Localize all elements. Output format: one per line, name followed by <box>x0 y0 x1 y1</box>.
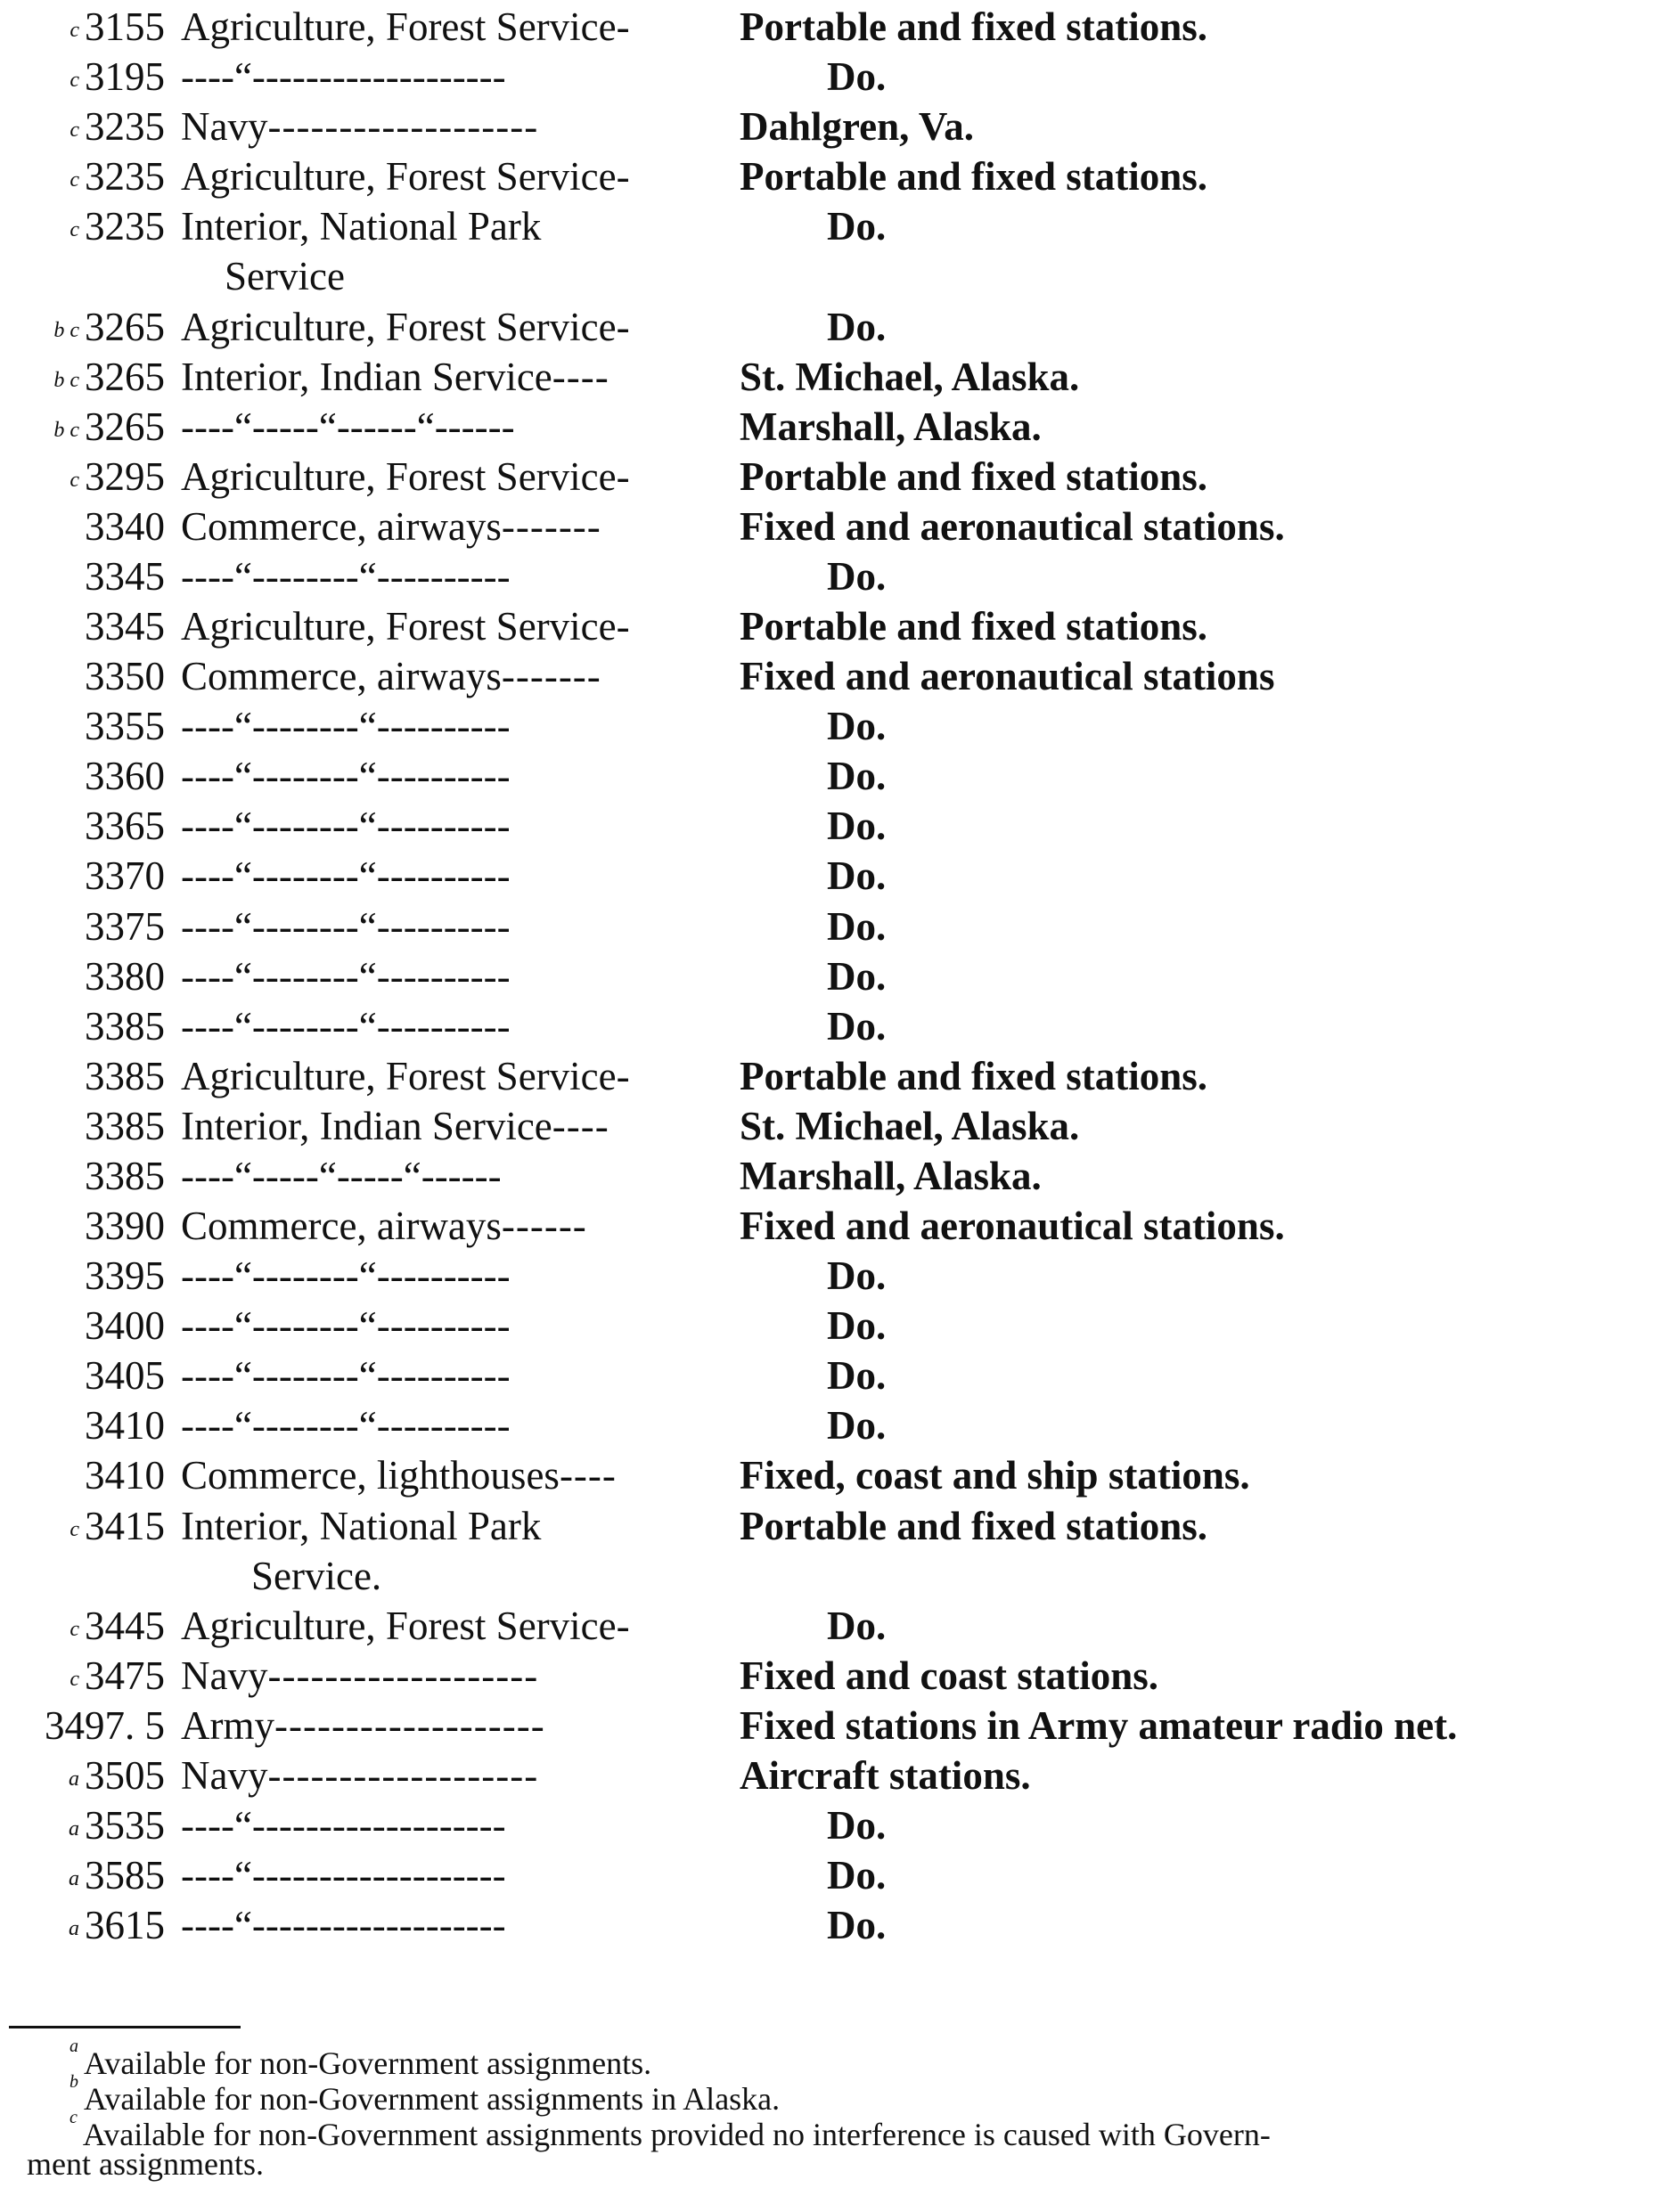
frequency-cell <box>0 1900 165 1950</box>
location-cell: Do. <box>827 304 887 349</box>
agency-name: Agriculture, Forest Service <box>181 1603 617 1648</box>
frequency-cell <box>0 1051 165 1101</box>
frequency-value: 3445 <box>85 1603 165 1648</box>
agency-cell <box>181 151 724 201</box>
footnote-marker: c <box>70 468 79 492</box>
frequency-value: 3235 <box>85 104 165 150</box>
frequency-cell <box>0 452 165 502</box>
agency-name: Agriculture, Forest Service <box>181 304 617 349</box>
agency-name: Agriculture, Forest Service <box>181 1053 617 1098</box>
agency-cell <box>181 1400 724 1450</box>
frequency-cell <box>0 751 165 801</box>
agency-cell <box>181 851 724 901</box>
agency-cell <box>181 1751 724 1800</box>
agency-cell <box>181 1301 724 1351</box>
agency-name: Army <box>181 1702 274 1748</box>
frequency-cell <box>0 651 165 701</box>
footnote <box>70 2072 1677 2117</box>
agency-cell <box>181 902 724 951</box>
frequency-value: 3410 <box>85 1453 165 1498</box>
leader-dashes: - <box>616 604 631 649</box>
frequency-value: 3380 <box>85 953 165 999</box>
frequency-value: 3395 <box>85 1253 165 1299</box>
frequency-cell <box>0 201 165 251</box>
agency-name: ----“------------------- <box>181 1853 506 1898</box>
frequency-cell <box>0 302 165 352</box>
agency-name: Agriculture, Forest Service <box>181 4 617 49</box>
agency-name: Interior, Indian Service <box>181 354 552 399</box>
frequency-cell <box>0 1850 165 1900</box>
frequency-cell <box>0 902 165 951</box>
footnote-marker: c <box>70 1517 79 1541</box>
frequency-cell <box>0 352 165 402</box>
agency-cell <box>181 1601 724 1651</box>
frequency-cell <box>0 951 165 1001</box>
agency-name-continued: Service. <box>251 1553 382 1598</box>
frequency-value: 3265 <box>85 404 165 449</box>
agency-name: ----“--------“---------- <box>181 754 511 799</box>
footnote-marker: c <box>70 168 79 192</box>
frequency-value: 3400 <box>85 1303 165 1349</box>
agency-cell <box>181 801 724 851</box>
footnote-text: Available for non-Government assignments in Alaska. <box>84 2081 781 2117</box>
agency-cell <box>181 1251 724 1301</box>
agency-name: ----“--------“---------- <box>181 1403 511 1449</box>
frequency-value: 3235 <box>85 154 165 200</box>
leader-dashes: ------------------- <box>267 1752 539 1798</box>
frequency-cell <box>0 1450 165 1500</box>
location-cell: Fixed and coast stations. <box>740 1653 1159 1698</box>
agency-name: Interior, National Park <box>181 204 542 249</box>
frequency-cell <box>0 151 165 201</box>
frequency-cell <box>0 1400 165 1450</box>
agency-name: Navy <box>181 104 268 150</box>
agency-name: ----“--------“---------- <box>181 853 511 899</box>
location-cell: Fixed and aeronautical stations. <box>740 1204 1285 1248</box>
agency-name: ----“--------“---------- <box>181 1303 511 1349</box>
agency-name: Commerce, airways <box>181 503 502 549</box>
frequency-cell <box>0 1751 165 1800</box>
frequency-cell <box>0 1800 165 1850</box>
location-cell: Do. <box>827 553 887 599</box>
location-cell: Do. <box>827 1403 887 1449</box>
footnote-marker: c <box>70 19 79 42</box>
frequency-value: 3265 <box>85 304 165 349</box>
agency-name: ----“--------“---------- <box>181 804 511 849</box>
agency-name: Interior, National Park <box>181 1503 542 1548</box>
agency-cell <box>181 1701 724 1751</box>
frequency-cell <box>0 851 165 901</box>
leader-dashes: ---- <box>559 1453 617 1498</box>
agency-name: Commerce, airways <box>181 1204 502 1248</box>
footnote <box>70 2037 1677 2081</box>
footnote-marker: c <box>70 2108 78 2127</box>
location-cell: Marshall, Alaska. <box>740 1153 1042 1198</box>
leader-dashes: - <box>616 154 631 200</box>
frequency-value: 3155 <box>85 4 165 49</box>
frequency-value: 3405 <box>85 1353 165 1399</box>
agency-name: ----“-----“-----“------ <box>181 1153 502 1198</box>
location-cell: Do. <box>827 754 887 799</box>
leader-dashes: - <box>616 304 631 349</box>
frequency-value: 3265 <box>85 354 165 399</box>
frequency-value: 3475 <box>85 1653 165 1698</box>
frequency-value: 3535 <box>85 1803 165 1848</box>
location-cell: Do. <box>827 953 887 999</box>
agency-cell <box>181 1001 724 1051</box>
agency-name: Agriculture, Forest Service <box>181 154 617 200</box>
frequency-cell <box>0 1651 165 1701</box>
frequency-value: 3195 <box>85 54 165 100</box>
frequency-value: 3375 <box>85 903 165 949</box>
frequency-cell <box>0 1701 165 1751</box>
location-cell: Portable and fixed stations. <box>740 1053 1208 1098</box>
agency-cell <box>181 2 724 52</box>
location-cell: Portable and fixed stations. <box>740 604 1208 649</box>
frequency-value: 3345 <box>85 553 165 599</box>
frequency-value: 3360 <box>85 754 165 799</box>
agency-name: ----“-----“------“------ <box>181 404 515 449</box>
footnote <box>70 2108 1677 2152</box>
footnote-text: Available for non-Government assignments. <box>84 2045 652 2081</box>
agency-cell <box>181 302 724 352</box>
frequency-value: 3345 <box>85 604 165 649</box>
frequency-value: 3497. 5 <box>45 1702 165 1748</box>
footnote-marker: a <box>70 2037 78 2056</box>
frequency-cell <box>0 701 165 751</box>
agency-cell <box>181 1450 724 1500</box>
frequency-cell <box>0 1251 165 1301</box>
agency-name: Commerce, airways <box>181 654 502 699</box>
location-cell: Do. <box>827 1803 887 1848</box>
frequency-value: 3390 <box>85 1204 165 1248</box>
location-cell: Fixed, coast and ship stations. <box>740 1453 1250 1498</box>
location-cell: Do. <box>827 204 887 249</box>
location-cell: Fixed and aeronautical stations. <box>740 503 1285 549</box>
agency-cell <box>181 1651 724 1701</box>
frequency-value: 3295 <box>85 453 165 499</box>
agency-cell <box>181 201 724 251</box>
footnote-marker: c <box>70 69 79 93</box>
agency-cell <box>181 352 724 402</box>
footnote-marker: c <box>70 218 79 242</box>
location-cell: Do. <box>827 1353 887 1399</box>
frequency-value: 3350 <box>85 654 165 699</box>
agency-cell <box>181 102 724 151</box>
agency-name: Agriculture, Forest Service <box>181 604 617 649</box>
footnote-marker: a <box>69 1817 79 1841</box>
frequency-value: 3385 <box>85 1153 165 1198</box>
location-cell: Fixed and aeronautical stations <box>740 654 1275 699</box>
location-cell: Do. <box>827 704 887 749</box>
frequency-cell <box>0 1151 165 1201</box>
agency-name: Navy <box>181 1653 268 1698</box>
frequency-cell <box>0 1201 165 1251</box>
frequency-cell <box>0 1601 165 1651</box>
agency-cell <box>181 951 724 1001</box>
agency-cell <box>181 452 724 502</box>
frequency-cell <box>0 1101 165 1151</box>
leader-dashes: ------------------- <box>274 1702 545 1748</box>
agency-name: ----“--------“---------- <box>181 553 511 599</box>
leader-dashes: - <box>616 1053 631 1098</box>
agency-name: ----“--------“---------- <box>181 1253 511 1299</box>
leader-dashes: ------------------- <box>267 104 539 150</box>
frequency-value: 3410 <box>85 1403 165 1449</box>
agency-name: ----“--------“---------- <box>181 953 511 999</box>
agency-name: Commerce, lighthouses <box>181 1453 560 1498</box>
footnote-marker: b c <box>53 418 79 442</box>
frequency-value: 3415 <box>85 1503 165 1548</box>
frequency-value: 3235 <box>85 204 165 249</box>
location-cell: Portable and fixed stations. <box>740 154 1208 200</box>
footnote-marker: a <box>69 1767 79 1791</box>
agency-cell <box>181 52 724 102</box>
agency-cell <box>181 1051 724 1101</box>
frequency-value: 3340 <box>85 503 165 549</box>
location-cell: Aircraft stations. <box>740 1752 1031 1798</box>
leader-dashes: ------- <box>501 503 601 549</box>
leader-dashes: ---- <box>552 1103 609 1148</box>
agency-name: ----“--------“---------- <box>181 903 511 949</box>
leader-dashes: ------- <box>501 654 601 699</box>
agency-cell <box>181 1800 724 1850</box>
location-cell: St. Michael, Alaska. <box>740 1103 1080 1148</box>
footnote-marker: a <box>69 1867 79 1891</box>
agency-cell <box>181 651 724 701</box>
agency-name: Navy <box>181 1752 268 1798</box>
agency-cell <box>181 551 724 601</box>
footnote-marker: a <box>69 1917 79 1941</box>
frequency-value: 3385 <box>85 1003 165 1049</box>
location-cell: Do. <box>827 804 887 849</box>
agency-cell <box>181 1351 724 1400</box>
agency-name: ----“--------“---------- <box>181 704 511 749</box>
leader-dashes: ---- <box>552 354 609 399</box>
location-cell: Do. <box>827 1303 887 1349</box>
footnote-text: ment assignments. <box>27 2146 264 2182</box>
location-cell: Portable and fixed stations. <box>740 4 1208 49</box>
location-cell: Fixed stations in Army amateur radio net. <box>740 1702 1458 1748</box>
frequency-value: 3505 <box>85 1752 165 1798</box>
location-cell: Do. <box>827 1903 887 1948</box>
leader-dashes: - <box>616 453 631 499</box>
frequency-cell <box>0 1351 165 1400</box>
frequency-value: 3585 <box>85 1853 165 1898</box>
footnote-rule <box>9 2026 241 2028</box>
location-cell: Do. <box>827 1603 887 1648</box>
location-cell: Do. <box>827 54 887 100</box>
frequency-value: 3370 <box>85 853 165 899</box>
frequency-cell <box>0 801 165 851</box>
leader-dashes: - <box>616 1603 631 1648</box>
agency-cell <box>181 601 724 651</box>
frequency-cell <box>0 601 165 651</box>
frequency-value: 3385 <box>85 1053 165 1098</box>
location-cell: Do. <box>827 903 887 949</box>
location-cell: Portable and fixed stations. <box>740 453 1208 499</box>
agency-name: Interior, Indian Service <box>181 1103 552 1148</box>
leader-dashes: ------ <box>501 1204 587 1248</box>
frequency-value: 3385 <box>85 1103 165 1148</box>
footnote-marker: c <box>70 1617 79 1641</box>
frequency-value: 3365 <box>85 804 165 849</box>
footnote-marker: b c <box>53 368 79 392</box>
location-cell: Do. <box>827 1003 887 1049</box>
agency-cell <box>181 1201 724 1251</box>
leader-dashes: - <box>616 4 631 49</box>
agency-cell <box>181 502 724 551</box>
frequency-value: 3615 <box>85 1903 165 1948</box>
frequency-cell <box>0 402 165 452</box>
frequency-cell <box>0 102 165 151</box>
footnote-text: Available for non-Government assignments provided no interference is caused with Govern- <box>82 2117 1271 2152</box>
footnote-marker: c <box>70 118 79 143</box>
agency-cell <box>181 1900 724 1950</box>
frequency-cell <box>0 551 165 601</box>
frequency-cell <box>0 502 165 551</box>
frequency-cell <box>0 52 165 102</box>
frequency-cell <box>0 1001 165 1051</box>
agency-cell <box>181 1850 724 1900</box>
agency-cell <box>181 1101 724 1151</box>
frequency-cell <box>0 1301 165 1351</box>
agency-cell <box>181 1151 724 1201</box>
agency-name: ----“--------“---------- <box>181 1003 511 1049</box>
location-cell: Marshall, Alaska. <box>740 404 1042 449</box>
footnote-marker: b c <box>53 318 79 342</box>
agency-name: ----“--------“---------- <box>181 1353 511 1399</box>
agency-name-continued: Service <box>225 254 345 299</box>
footnote <box>27 2147 1648 2181</box>
location-cell: Dahlgren, Va. <box>740 104 974 150</box>
agency-cell <box>181 701 724 751</box>
footnote-marker: c <box>70 1667 79 1691</box>
frequency-cell <box>0 1501 165 1551</box>
agency-cell <box>181 402 724 452</box>
agency-cell <box>181 1501 724 1551</box>
location-cell: Do. <box>827 1853 887 1898</box>
agency-cell <box>181 751 724 801</box>
agency-name: Agriculture, Forest Service <box>181 453 617 499</box>
agency-name: ----“------------------- <box>181 1903 506 1948</box>
agency-name: ----“------------------- <box>181 1803 506 1848</box>
location-cell: Do. <box>827 853 887 899</box>
frequency-cell <box>0 2 165 52</box>
frequency-value: 3355 <box>85 704 165 749</box>
location-cell: Do. <box>827 1253 887 1299</box>
location-cell: Portable and fixed stations. <box>740 1503 1208 1548</box>
footnote-marker: b <box>70 2072 78 2092</box>
leader-dashes: ------------------- <box>267 1653 539 1698</box>
agency-name: ----“------------------- <box>181 54 506 100</box>
location-cell: St. Michael, Alaska. <box>740 354 1080 399</box>
